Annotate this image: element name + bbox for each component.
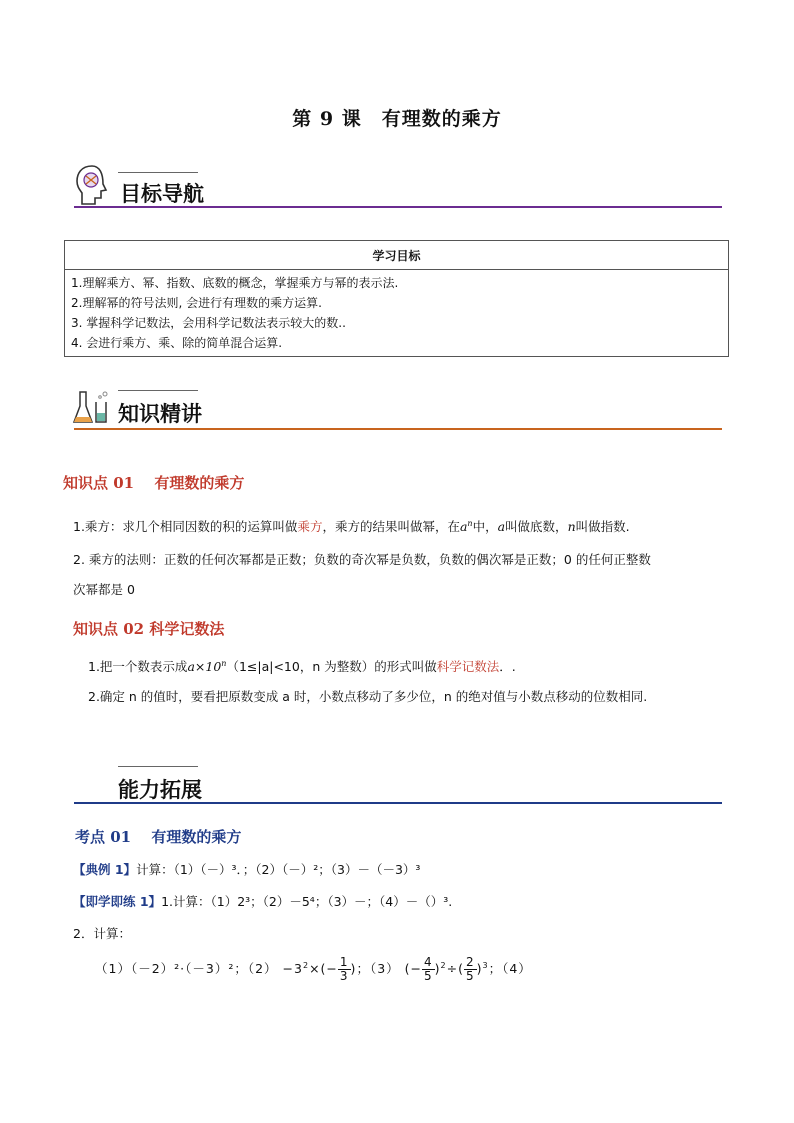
goals-header: 学习目标 <box>65 241 729 270</box>
goals-table <box>64 240 729 357</box>
page-title: 第 9 课 有理数的乘方 <box>292 108 502 130</box>
practice-1: 【即学即练 1】1.计算：（1）2³；（2）－5⁴；（3）－；（4）－（）³. <box>73 894 453 909</box>
section-nav-top-line <box>118 172 198 173</box>
kp1-paragraph-2: 2. 乘方的法则：正数的任何次幂都是正数；负数的奇次幂是负数，负数的偶次幂是正数；0 的任何正整数 <box>73 552 651 567</box>
goal-item: 3. 掌握科学记数法，会用科学记数法表示较大的数.. <box>71 316 346 330</box>
section-nav-underline <box>74 206 722 208</box>
flask-icon <box>72 388 112 428</box>
practice-1-tag: 【即学即练 1】 <box>73 894 162 909</box>
goals-body <box>65 270 729 357</box>
goal-item: 4. 会进行乘方、乘、除的简单混合运算. <box>71 336 283 350</box>
section-nav-label: 目标导航 <box>120 182 204 206</box>
kp2-paragraph-1: 1.把一个数表示成$a\times 10^n(1\le|a|<10$，n 为整数）的形式叫做科学记数法．. <box>88 659 516 675</box>
kp1-paragraph-1: 1.乘方：求几个相同因数的积的运算叫做乘方，乘方的结果叫做幂，在$a^n$中，a叫做底数，n叫做指数. <box>73 519 630 535</box>
example-1: 【典例 1】计算：（1）（－）³．；（2）（－）²；（3）－（－3）³ <box>73 862 421 877</box>
goals-table-wrap <box>64 240 729 357</box>
section-knowledge-label: 知识精讲 <box>118 402 202 426</box>
kp2-highlight: 科学记数法 <box>436 659 500 675</box>
fraction: $\frac{1}{3}$ <box>339 955 349 984</box>
goal-item: 1.理解乘方、幂、指数、底数的概念，掌握乘方与幂的表示法. <box>71 276 399 290</box>
question-2-items: （1）（－2）²·（－3）²；$(2) -3^2\times(-$ $\frac{1}{3}$ )；（3） (− $\frac{4}{5}$ )$^2$÷( $\frac{2}{5}$ )$^3$；（4） <box>95 955 532 984</box>
fraction: $\frac{2}{5}$ <box>465 955 475 984</box>
section-ability-top-line <box>118 766 198 767</box>
kp2-title: 知识点 02 科学记数法 <box>73 620 225 638</box>
section-knowledge-underline <box>74 428 722 430</box>
kd1-title: 考点 01 有理数的乘方 <box>75 828 242 846</box>
head-brain-icon <box>74 163 110 207</box>
kp2-paragraph-2: 2.确定 n 的值时，要看把原数变成 a 时，小数点移动了多少位，n 的绝对值与小数点移动的位数相同. <box>88 689 648 704</box>
section-ability-underline <box>74 802 722 804</box>
goal-item: 2.理解幂的符号法则, 会进行有理数的乘方运算. <box>71 296 322 310</box>
section-ability-label: 能力拓展 <box>118 778 202 802</box>
kp1-title: 知识点 01 有理数的乘方 <box>63 474 245 492</box>
example-1-tag: 【典例 1】 <box>73 862 137 877</box>
section-knowledge-top-line <box>118 390 198 391</box>
kp1-highlight: 乘方 <box>297 519 323 535</box>
question-2: 2．计算： <box>73 926 131 941</box>
fraction: $\frac{4}{5}$ <box>423 955 433 984</box>
kp1-paragraph-2b: 次幂都是 0 <box>73 582 135 597</box>
